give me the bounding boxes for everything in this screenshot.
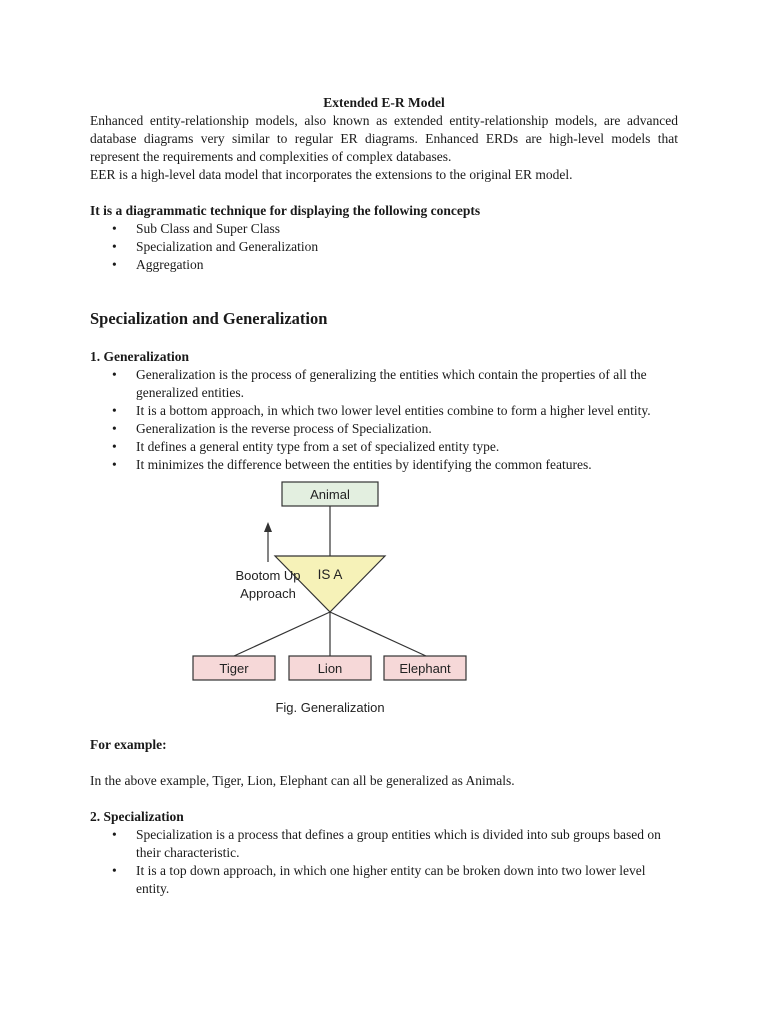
entity-tiger-label: Tiger — [219, 661, 249, 676]
list-item: • It is a top down approach, in which one higher entity can be broken down into two lower level entity. — [90, 862, 678, 898]
example-text: In the above example, Tiger, Lion, Elephant can all be generalized as Animals. — [90, 773, 515, 788]
eer-definition: EER is a high-level data model that incorporates the extensions to the original ER model. — [90, 167, 573, 182]
figure-caption: Fig. Generalization — [275, 700, 385, 715]
isa-triangle — [275, 556, 385, 612]
entity-animal-label: Animal — [310, 487, 350, 502]
tiger-connector — [234, 612, 330, 656]
generalization-diagram — [90, 474, 678, 736]
specialization-list — [90, 826, 678, 898]
approach-label-line1: Bootom Up — [235, 568, 301, 583]
up-arrow-icon — [264, 522, 272, 532]
generalization-heading: 1. Generalization — [90, 349, 189, 364]
entity-lion-label: Lion — [317, 661, 343, 676]
list-item: • Generalization is the process of generalizing the entities which contain the properties of all the generalized entities. — [90, 366, 678, 402]
list-item: • It defines a general entity type from a set of specialized entity type. — [90, 438, 678, 456]
list-item: • Generalization is the reverse process of Specialization. — [90, 420, 678, 438]
list-item: • Sub Class and Super Class — [90, 220, 678, 238]
intro-paragraph: Enhanced entity-relationship models, also known as extended entity-relationship models, are advanced database diagrams very similar to regular ER diagrams. Enhanced ERDs are high-level models that represent the requirements and complexities of complex databases. — [90, 113, 678, 164]
elephant-connector — [330, 612, 426, 656]
list-item: • Aggregation — [90, 256, 678, 274]
generalization-figure — [90, 474, 678, 736]
list-item: • Specialization and Generalization — [90, 238, 678, 256]
section-heading: Specialization and Generalization — [90, 309, 328, 328]
entity-elephant-label: Elephant — [399, 661, 451, 676]
generalization-list — [90, 366, 678, 474]
list-item: • It minimizes the difference between the entities by identifying the common features. — [90, 456, 678, 474]
list-item: • It is a bottom approach, in which two lower level entities combine to form a higher level entity. — [90, 402, 678, 420]
concepts-list — [90, 220, 678, 274]
list-item: • Specialization is a process that defines a group entities which is divided into sub groups based on their characteristic. — [90, 826, 678, 862]
document-body — [90, 94, 678, 898]
example-label: For example: — [90, 737, 167, 752]
concepts-lead: It is a diagrammatic technique for displaying the following concepts — [90, 203, 481, 218]
specialization-heading: 2. Specialization — [90, 809, 184, 824]
approach-label-line2: Approach — [240, 586, 296, 601]
document-title: Extended E-R Model — [323, 95, 445, 110]
isa-label: IS A — [317, 567, 343, 582]
